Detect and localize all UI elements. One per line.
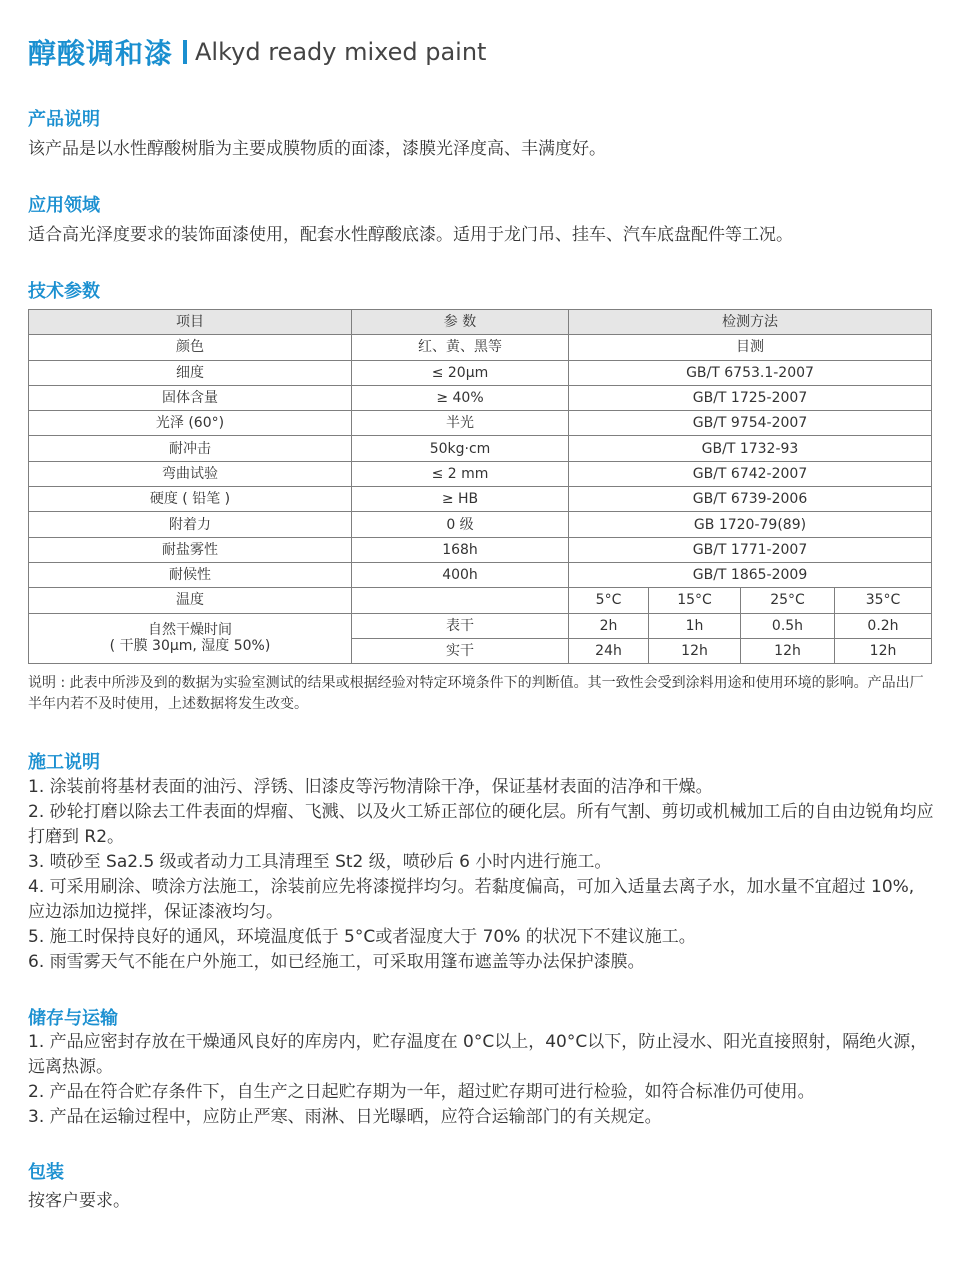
list-item: 5. 施工时保持良好的通风，环境温度低于 5°C或者湿度大于 70% 的状况下不建议施工。	[28, 927, 696, 947]
row-param: 红、黄、黑等	[352, 335, 569, 360]
row-item: 硬度 ( 铅笔 )	[29, 487, 352, 512]
dry-time-cell: 12h	[835, 638, 932, 663]
construction-list	[28, 775, 934, 975]
table-header-row	[29, 310, 932, 335]
temp-cell: 15°C	[649, 588, 741, 613]
temp-cell: 5°C	[569, 588, 649, 613]
row-item: 耐候性	[29, 562, 352, 587]
table-note: 说明 : 此表中所涉及到的数据为实验室测试的结果或根据经验对特定环境条件下的判断值。其一致性会受到涂料用途和使用环境的影响。产品出厂半年内若不及时使用，上述数据将发生改变。	[28, 675, 924, 712]
row-method: GB/T 6753.1-2007	[569, 360, 932, 385]
dry-time-cell: 2h	[569, 613, 649, 638]
description-text: 该产品是以水性醇酸树脂为主要成膜物质的面漆，漆膜光泽度高、丰满度好。	[28, 139, 606, 159]
dry-time-cell: 12h	[649, 638, 741, 663]
table-row	[29, 487, 932, 512]
section-heading-application: 应用领域	[28, 195, 100, 216]
table-row	[29, 411, 932, 436]
row-method: 目测	[569, 335, 932, 360]
table-row	[29, 335, 932, 360]
drying-time-label	[29, 613, 352, 664]
row-method: GB/T 9754-2007	[569, 411, 932, 436]
title-chinese: 醇酸调和漆	[28, 37, 174, 70]
temperature-row	[29, 588, 932, 613]
hard-dry-label: 实干	[352, 638, 569, 663]
table-row	[29, 385, 932, 410]
empty-cell	[352, 588, 569, 613]
row-param: ≥ 40%	[352, 385, 569, 410]
row-method: GB/T 1865-2009	[569, 562, 932, 587]
row-item: 光泽 (60°)	[29, 411, 352, 436]
title-divider-bar	[183, 40, 187, 64]
row-method: GB/T 6739-2006	[569, 487, 932, 512]
row-method: GB/T 1725-2007	[569, 385, 932, 410]
row-param: 0 级	[352, 512, 569, 537]
row-item: 附着力	[29, 512, 352, 537]
header-cell-method: 检测方法	[569, 310, 932, 335]
list-item: 4. 可采用刷涂、喷涂方法施工，涂装前应先将漆搅拌均匀。若黏度偏高，可加入适量去离子水，加水量不宜超过 10%, 应边添加边搅拌，保证漆液均匀。	[28, 877, 915, 922]
row-item: 弯曲试验	[29, 461, 352, 486]
table-row	[29, 360, 932, 385]
row-param: ≥ HB	[352, 487, 569, 512]
application-text: 适合高光泽度要求的装饰面漆使用，配套水性醇酸底漆。适用于龙门吊、挂车、汽车底盘配件等工况。	[28, 225, 793, 245]
packaging-text: 按客户要求。	[28, 1191, 130, 1211]
row-param: 400h	[352, 562, 569, 587]
drying-time-label-line2: ( 干膜 30μm, 湿度 50%)	[109, 638, 271, 655]
table-row	[29, 562, 932, 587]
list-item: 1. 涂装前将基材表面的油污、浮锈、旧漆皮等污物清除干净，保证基材表面的洁净和干燥。	[28, 777, 713, 797]
section-heading-packaging: 包装	[28, 1162, 64, 1183]
spec-table	[28, 309, 932, 664]
row-param: 50kg·cm	[352, 436, 569, 461]
temp-cell: 25°C	[741, 588, 835, 613]
row-item: 耐盐雾性	[29, 537, 352, 562]
list-item: 3. 产品在运输过程中，应防止严寒、雨淋、日光曝晒，应符合运输部门的有关规定。	[28, 1107, 662, 1127]
section-heading-description: 产品说明	[28, 109, 100, 130]
row-method: GB/T 6742-2007	[569, 461, 932, 486]
row-item: 耐冲击	[29, 436, 352, 461]
section-heading-tech-params: 技术参数	[28, 281, 100, 302]
dry-time-cell: 1h	[649, 613, 741, 638]
row-param: 半光	[352, 411, 569, 436]
row-method: GB/T 1732-93	[569, 436, 932, 461]
row-method: GB 1720-79(89)	[569, 512, 932, 537]
dry-time-cell: 0.5h	[741, 613, 835, 638]
list-item: 2. 产品在符合贮存条件下，自生产之日起贮存期为一年，超过贮存期可进行检验，如符合标准仍可使用。	[28, 1082, 815, 1102]
row-item: 细度	[29, 360, 352, 385]
table-row	[29, 537, 932, 562]
row-item: 颜色	[29, 335, 352, 360]
table-row	[29, 512, 932, 537]
header-cell-param: 参 数	[352, 310, 569, 335]
table-row	[29, 436, 932, 461]
surface-dry-row	[29, 613, 932, 638]
title-english: Alkyd ready mixed paint	[195, 38, 487, 66]
dry-time-cell: 12h	[741, 638, 835, 663]
section-heading-storage: 储存与运输	[28, 1008, 118, 1029]
surface-dry-label: 表干	[352, 613, 569, 638]
dry-time-cell: 24h	[569, 638, 649, 663]
row-method: GB/T 1771-2007	[569, 537, 932, 562]
temperature-label: 温度	[29, 588, 352, 613]
storage-list	[28, 1030, 934, 1130]
list-item: 3. 喷砂至 Sa2.5 级或者动力工具清理至 St2 级，喷砂后 6 小时内进行施工。	[28, 852, 612, 872]
list-item: 1. 产品应密封存放在干燥通风良好的库房内，贮存温度在 0°C以上，40°C以下，防止浸水、阳光直接照射，隔绝火源，远离热源。	[28, 1032, 928, 1077]
section-heading-construction: 施工说明	[28, 752, 100, 773]
drying-time-label-line1: 自然干燥时间	[148, 622, 232, 639]
temp-cell: 35°C	[835, 588, 932, 613]
page-title	[28, 30, 486, 74]
dry-time-cell: 0.2h	[835, 613, 932, 638]
list-item: 6. 雨雪雾天气不能在户外施工，如已经施工，可采取用篷布遮盖等办法保护漆膜。	[28, 952, 645, 972]
row-item: 固体含量	[29, 385, 352, 410]
header-cell-item: 项目	[29, 310, 352, 335]
row-param: 168h	[352, 537, 569, 562]
row-param: ≤ 2 mm	[352, 461, 569, 486]
row-param: ≤ 20μm	[352, 360, 569, 385]
table-row	[29, 461, 932, 486]
list-item: 2. 砂轮打磨以除去工件表面的焊瘤、飞溅、以及火工矫正部位的硬化层。所有气割、剪切或机械加工后的自由边锐角均应打磨到 R2。	[28, 802, 934, 847]
